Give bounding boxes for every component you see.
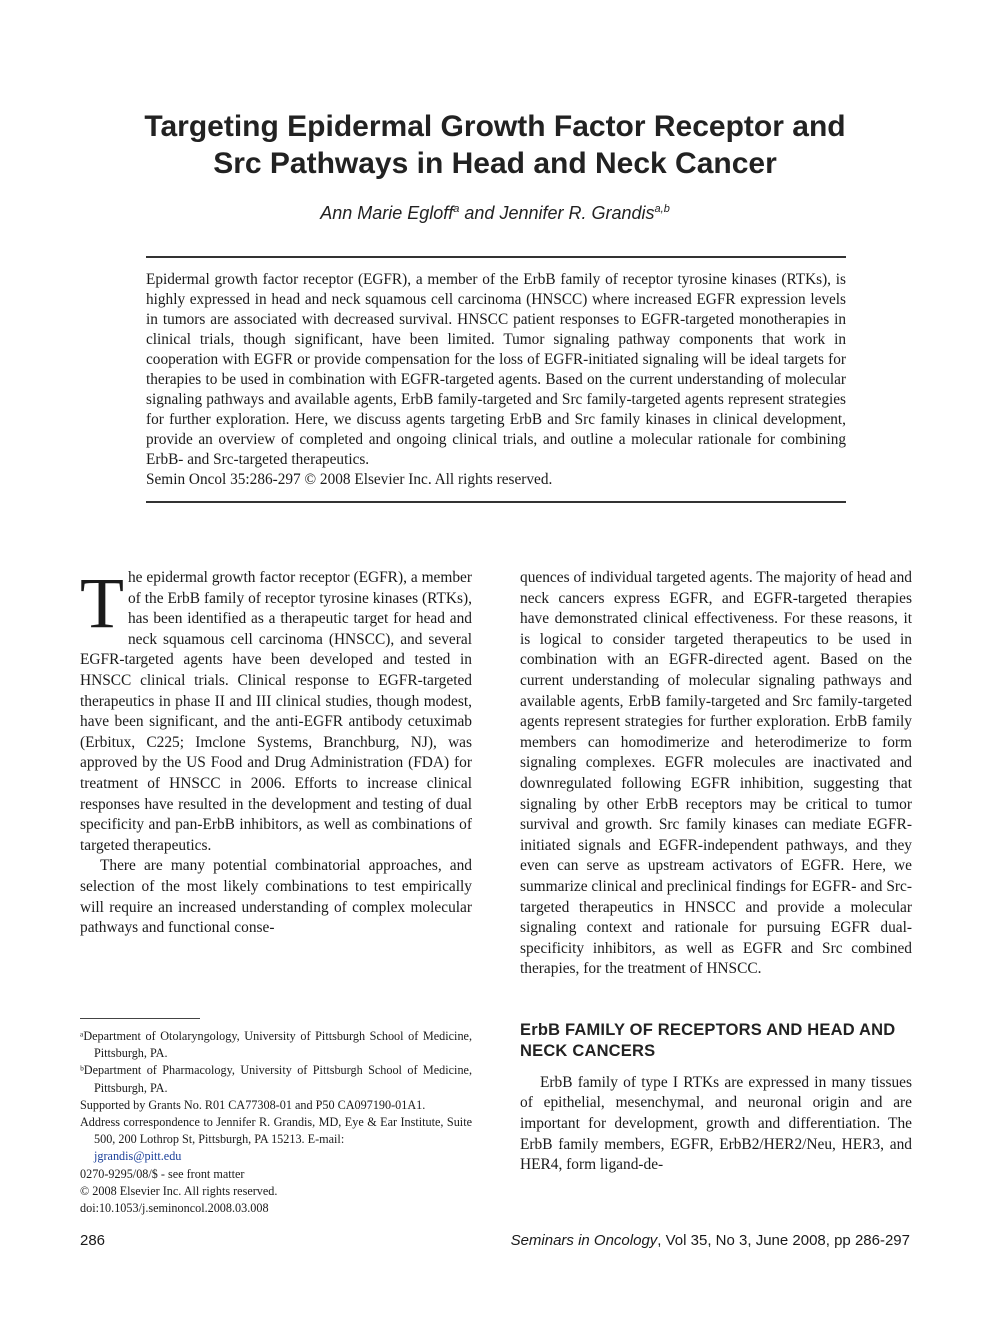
drop-cap: T	[80, 563, 124, 643]
footnote-rule	[80, 1018, 200, 1019]
footnotes	[80, 1028, 472, 1217]
intro-paragraph	[80, 563, 472, 856]
issn-line: 0270-9295/08/$ - see front matter	[80, 1166, 245, 1181]
author-1: Ann Marie Egloff	[320, 203, 454, 223]
abstract-top-rule	[146, 256, 846, 258]
affiliation-b: ᵇDepartment of Pharmacology, University of Pittsburgh School of Medicine, Pittsburgh, PA.	[80, 1063, 472, 1095]
abstract-text: Epidermal growth factor receptor (EGFR), a member of the ErbB family of receptor tyrosine kinases (RTKs), is highly expressed in head and neck squamous cell carcinoma (HNSCC) where increased EGFR expression levels in tumors are associated with decreased survival. HNSCC patient responses to EGFR-targeted monotherapies in clinical trials, though significant, have been limited. Tumor signaling pathway components that work in cooperation with EGFR or provide compensation for the loss of EGFR-initiated signaling will be ideal targets for therapies to be used in combination with EGFR-targeted agents. Based on the current understanding of molecular signaling pathways and available agents, ErbB family-targeted and Src family-targeted agents represent strategies for further exploration. Here, we discuss agents targeting ErbB and Src family kinases in clinical development, provide an overview of completed and ongoing clinical trials, and outline a molecular rationale for combining ErbB- and Src-targeted therapeutics.	[146, 271, 846, 468]
section-heading: ErbB FAMILY OF RECEPTORS AND HEAD AND NECK CANCERS	[520, 1020, 896, 1060]
doi-line: doi:10.1053/j.seminoncol.2008.03.008	[80, 1201, 269, 1216]
journal-footer	[511, 1232, 910, 1249]
article-title	[80, 108, 910, 182]
affiliation-a: ᵃDepartment of Otolaryngology, University of Pittsburgh School of Medicine, Pittsburgh, PA.	[80, 1029, 472, 1061]
title-line-1: Targeting Epidermal Growth Factor Receptor and	[144, 110, 846, 143]
intro-text: he epidermal growth factor receptor (EGFR), a member of the ErbB family of receptor tyrosine kinases (RTKs), has been identified as a therapeutic target for head and neck squamous cell carcinoma (HNSCC), and several EGFR-targeted agents have been developed and tested in HNSCC clinical trials. Clinical response to EGFR-targeted therapeutics in phase II and III clinical studies, though modest, have been significant, and the anti-EGFR antibody cetuximab (Erbitux, C225; Imclone Systems, Branchburg, NJ), was approved by the US Food and Drug Administration (FDA) for treatment of HNSCC in 2006. Efforts to increase clinical responses have resulted in the development and testing of dual specificity and pan-ErbB inhibitors, as well as combinations of targeted therapeutics.	[80, 569, 472, 854]
journal-name: Seminars in Oncology	[510, 1232, 658, 1249]
section-paragraph: ErbB family of type I RTKs are expressed in many tissues of epithelial, mesenchymal, and neuronal origin and are important for development, growth and differentiation. The ErbB family members, EGFR, ErbB2/HER2/Neu, HER3, and HER4, form ligand-de-	[520, 1073, 912, 1174]
grant-support: Supported by Grants No. R01 CA77308-01 and P50 CA097190-01A1.	[80, 1097, 426, 1112]
left-column	[80, 563, 472, 939]
abstract-box	[146, 256, 846, 503]
author-list	[80, 203, 910, 224]
author-conjunction: and	[459, 203, 500, 223]
author-2-affiliation: a,b	[654, 203, 670, 215]
title-line-2: Src Pathways in Head and Neck Cancer	[213, 147, 777, 180]
email-link[interactable]: jgrandis@pitt.edu	[94, 1149, 182, 1164]
right-column	[520, 568, 912, 1176]
author-2: Jennifer R. Grandis	[499, 203, 655, 223]
abstract-citation: Semin Oncol 35:286-297 © 2008 Elsevier Inc. All rights reserved.	[146, 471, 553, 488]
copyright-line: © 2008 Elsevier Inc. All rights reserved.	[80, 1183, 278, 1198]
abstract-bottom-rule	[146, 501, 846, 503]
paragraph-2-start: There are many potential combinatorial approaches, and selection of the most likely combinations to test empirically will require an increased understanding of complex molecular pathways and functional conse-	[80, 857, 472, 937]
journal-info: , Vol 35, No 3, June 2008, pp 286-297	[657, 1232, 910, 1249]
author-1-affiliation: a	[453, 203, 460, 215]
page-number: 286	[80, 1232, 106, 1249]
paragraph-2-continued: quences of individual targeted agents. The majority of head and neck cancers express EGFR, and EGFR-targeted therapies have demonstrated clinical effectiveness. For these reasons, it is logical to consider targeted therapeutics to be used in combination with an EGFR-directed agent. Based on the current understanding of molecular signaling pathways and available agents, ErbB family-targeted and Src family-targeted agents represent strategies for further exploration. ErbB family members can homodimerize and heterodimerize to form signaling complexes. EGFR molecules are inactivated and downregulated following EGFR inhibition, suggesting that signaling by other ErbB receptors may be critical to tumor survival and growth. Src family kinases can mediate EGFR-initiated signals and EGFR-independent pathways, and they even can serve as upstream activators of EGFR. Here, we summarize clinical and preclinical findings for EGFR- and Src-targeted therapeutics in HNSCC and provide a molecular signaling context and rationale for pursuing EGFR dual-specificity inhibitors, as well as EGFR and Src combined therapies, for the treatment of HNSCC.	[520, 569, 912, 978]
correspondence: Address correspondence to Jennifer R. Grandis, MD, Eye & Ear Institute, Suite 500, 200 Lothrop St, Pittsburgh, PA 15213. E-mail:	[80, 1115, 472, 1147]
